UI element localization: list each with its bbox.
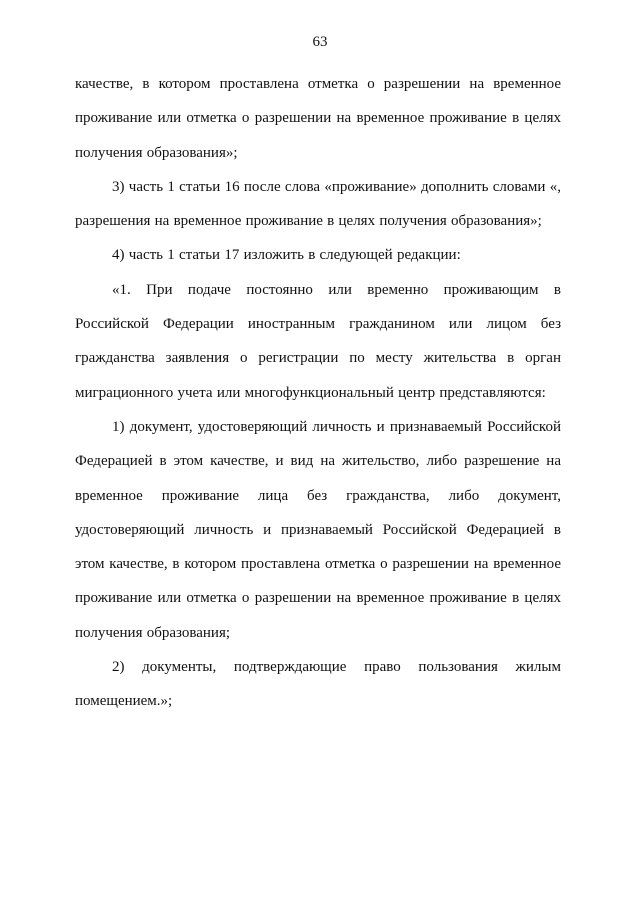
page-number: 63 (312, 34, 328, 50)
paragraph-subitem-2: 2) документы, подтверждающие право пользования жилым помещением.»; (75, 659, 561, 710)
paragraph-quoted-clause-1: «1. При подаче постоянно или временно проживающим в Российской Федерации иностранным гражданином или лицом без гражданства заявления о регистрации по месту жительства в орган миграционного учета или многофункциональный центр представляются: (75, 281, 561, 401)
document-body (75, 67, 561, 719)
paragraph-continuation: качестве, в котором проставлена отметка о разрешении на временное проживание или отметка о разрешении на временное проживание в целях получения образования»; (75, 76, 561, 161)
paragraph-item-3: 3) часть 1 статьи 16 после слова «проживание» дополнить словами «, разрешения на временное проживание в целях получения образования»; (75, 178, 561, 230)
paragraph-subitem-1: 1) документ, удостоверяющий личность и признаваемый Российской Федерацией в этом качестве, и вид на жительство, либо разрешение на временное проживание лица без гражданства, либо документ, удостоверяющий личность и признаваемый Российской Федерацией в этом качестве, в котором проставлена отметка о разрешении на временное проживание или отметка о разрешении на временное проживание в целях получения образования; (75, 418, 561, 641)
paragraph-item-4: 4) часть 1 статьи 17 изложить в следующей редакции: (112, 247, 461, 264)
